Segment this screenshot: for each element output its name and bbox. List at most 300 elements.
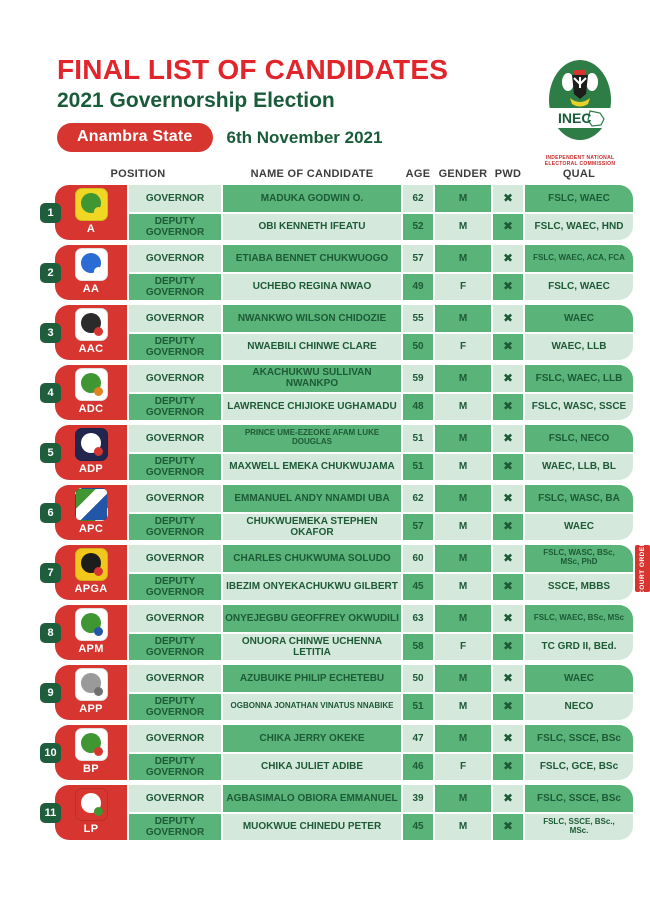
cell-gender [435, 634, 491, 661]
party-rows [129, 305, 633, 360]
cell-name-text: OBI KENNETH IFEATU [258, 221, 366, 233]
party-number-badge: 5 [40, 443, 61, 463]
page-subtitle: 2021 Governorship Election [57, 89, 335, 112]
cell-qual [525, 545, 633, 572]
cell-gender [435, 185, 491, 212]
cell-gender-text: M [458, 252, 468, 264]
party-block [47, 425, 633, 480]
cell-name [223, 694, 401, 721]
party-panel [55, 245, 127, 300]
cell-position [129, 305, 221, 332]
cell-gender-text: M [458, 672, 468, 684]
cell-gender-text: M [458, 432, 468, 444]
cell-position-text: GOVERNOR [145, 312, 205, 324]
party-rows [129, 365, 633, 420]
party-number-badge: 3 [40, 323, 61, 343]
cell-gender [435, 665, 491, 692]
cell-qual [525, 334, 633, 361]
cell-qual [525, 785, 633, 812]
cell-qual [525, 754, 633, 781]
cell-gender [435, 334, 491, 361]
cell-name-text: AKACHUKWU SULLIVAN NWANKPO [252, 367, 372, 390]
cell-pwd-text: ✖ [502, 370, 514, 385]
cell-qual [525, 814, 633, 841]
cell-pwd [493, 514, 523, 541]
party-panel [55, 665, 127, 720]
cell-qual-text: FSLC, WAEC [548, 192, 610, 204]
cell-age-text: 49 [412, 281, 424, 293]
cell-position [129, 785, 221, 812]
cell-age [403, 245, 433, 272]
cell-position [129, 694, 221, 721]
party-number-badge: 6 [40, 503, 61, 523]
cell-position [129, 394, 221, 421]
cell-position-text: DEPUTY GOVERNOR [145, 575, 205, 598]
cell-qual-text: FSLC, SSCE, BSc [537, 732, 621, 744]
cell-age-text: 50 [412, 341, 424, 353]
cell-name [223, 665, 401, 692]
cell-qual [525, 634, 633, 661]
cell-age [403, 185, 433, 212]
cell-name-text: CHIKA JULIET ADIBE [260, 761, 364, 773]
cell-age [403, 394, 433, 421]
party-logo-icon [75, 788, 108, 821]
party-panel [55, 785, 127, 840]
party-logo-accent [94, 327, 103, 336]
cell-position-text: GOVERNOR [145, 792, 205, 804]
column-header-gender: GENDER [438, 168, 488, 180]
cell-pwd [493, 574, 523, 601]
cell-pwd-text: ✖ [502, 819, 514, 834]
party-block [47, 485, 633, 540]
cell-gender [435, 785, 491, 812]
cell-pwd-text: ✖ [502, 279, 514, 294]
party-number-badge: 7 [40, 563, 61, 583]
cell-position-text: DEPUTY GOVERNOR [145, 635, 205, 658]
cell-gender-text: M [458, 792, 468, 804]
cell-age-text: 60 [412, 552, 424, 564]
cell-gender-text: M [458, 521, 468, 533]
cell-pwd [493, 334, 523, 361]
cell-age [403, 454, 433, 481]
cell-pwd-text: ✖ [502, 459, 514, 474]
party-logo-accent [94, 627, 103, 636]
party-number-badge: 9 [40, 683, 61, 703]
cell-qual [525, 574, 633, 601]
cell-age [403, 545, 433, 572]
party-logo-accent [94, 387, 103, 396]
column-header-position: POSITION [110, 168, 166, 180]
cell-gender-text: M [458, 612, 468, 624]
cell-qual-text: FSLC, WASC, BSc, MSc, PhD [543, 548, 615, 567]
cell-qual-text: FSLC, WASC, BA [538, 492, 620, 504]
cell-qual [525, 214, 633, 241]
cell-pwd [493, 305, 523, 332]
cell-qual [525, 454, 633, 481]
cell-name [223, 574, 401, 601]
party-logo-icon [75, 548, 108, 581]
party-logo-icon [75, 188, 108, 221]
cell-name-text: EMMANUEL ANDY NNAMDI UBA [234, 492, 390, 504]
party-panel [55, 725, 127, 780]
party-logo-icon [75, 608, 108, 641]
cell-gender [435, 305, 491, 332]
party-number-badge: 2 [40, 263, 61, 283]
party-number-badge: 4 [40, 383, 61, 403]
cell-name-text: LAWRENCE CHIJIOKE UGHAMADU [227, 401, 397, 413]
cell-position [129, 365, 221, 392]
cell-name-text: MAXWELL EMEKA CHUKWUJAMA [229, 461, 395, 473]
cell-qual-text: WAEC [564, 312, 594, 324]
column-header-qual: QUAL [562, 168, 596, 180]
cell-name [223, 394, 401, 421]
cell-position [129, 634, 221, 661]
cell-gender-text: F [459, 641, 467, 653]
inec-caption-line2: ELECTORAL COMMISSION [544, 161, 616, 167]
cell-name [223, 185, 401, 212]
cell-name [223, 785, 401, 812]
party-block [47, 605, 633, 660]
party-rows [129, 725, 633, 780]
cell-age-text: 51 [412, 461, 424, 473]
cell-name-text: MUOKWUE CHINEDU PETER [242, 821, 382, 833]
cell-qual-text: WAEC, LLB [551, 341, 607, 353]
cell-pwd [493, 725, 523, 752]
cell-pwd-text: ✖ [502, 519, 514, 534]
cell-pwd [493, 605, 523, 632]
cell-name [223, 814, 401, 841]
cell-name [223, 725, 401, 752]
party-abbr: APGA [74, 583, 108, 595]
cell-age [403, 425, 433, 452]
cell-qual-text: FSLC, WAEC, BSc, MSc [533, 612, 625, 622]
cell-gender [435, 814, 491, 841]
cell-qual [525, 425, 633, 452]
cell-age [403, 814, 433, 841]
cell-gender [435, 574, 491, 601]
party-logo-icon [75, 248, 108, 281]
cell-qual-text: NECO [564, 701, 594, 713]
cell-position [129, 185, 221, 212]
document-header [0, 0, 650, 167]
cell-age-text: 57 [412, 521, 424, 533]
cell-qual-text: WAEC [564, 672, 594, 684]
party-abbr: APM [78, 643, 104, 655]
cell-age [403, 634, 433, 661]
cell-age [403, 785, 433, 812]
cell-name [223, 245, 401, 272]
party-panel [55, 485, 127, 540]
cell-position [129, 605, 221, 632]
cell-position [129, 274, 221, 301]
cell-pwd [493, 394, 523, 421]
cell-qual [525, 725, 633, 752]
party-block [47, 541, 646, 600]
party-number-badge: 1 [40, 203, 61, 223]
cell-age-text: 48 [412, 401, 424, 413]
table-body [44, 185, 650, 840]
party-block [44, 725, 633, 780]
party-number-badge: 11 [40, 803, 61, 823]
cell-position [129, 545, 221, 572]
party-rows [129, 245, 633, 300]
cell-pwd [493, 814, 523, 841]
cell-age-text: 45 [412, 581, 424, 593]
column-header-name: NAME OF CANDIDATE [250, 168, 374, 180]
cell-gender [435, 245, 491, 272]
cell-age-text: 45 [412, 821, 424, 833]
cell-age [403, 365, 433, 392]
cell-position-text: GOVERNOR [145, 732, 205, 744]
cell-qual [525, 365, 633, 392]
party-logo-icon [75, 368, 108, 401]
cell-qual [525, 605, 633, 632]
cell-qual [525, 185, 633, 212]
party-logo-accent [94, 807, 103, 816]
cell-gender-text: M [458, 701, 468, 713]
party-rows [129, 605, 633, 660]
cell-age [403, 514, 433, 541]
cell-qual [525, 485, 633, 512]
cell-pwd-text: ✖ [502, 790, 514, 805]
party-logo-icon [75, 728, 108, 761]
cell-position-text: DEPUTY GOVERNOR [145, 515, 205, 538]
party-rows [129, 665, 633, 720]
party-number-badge: 8 [40, 623, 61, 643]
cell-qual [525, 305, 633, 332]
cell-age-text: 63 [412, 612, 424, 624]
cell-age-text: 57 [412, 252, 424, 264]
cell-age-text: 51 [412, 432, 424, 444]
cell-pwd-text: ✖ [502, 579, 514, 594]
party-logo-icon [75, 308, 108, 341]
cell-qual-text: FSLC, WAEC, ACA, FCA [533, 252, 625, 262]
cell-name [223, 305, 401, 332]
party-number-badge: 10 [40, 743, 61, 763]
cell-pwd [493, 545, 523, 572]
cell-pwd-text: ✖ [502, 639, 514, 654]
cell-gender-text: M [458, 821, 468, 833]
cell-age [403, 694, 433, 721]
party-panel [55, 545, 127, 600]
cell-position-text: DEPUTY GOVERNOR [145, 395, 205, 418]
cell-gender-text: M [458, 192, 468, 204]
cell-pwd [493, 694, 523, 721]
cell-pwd-text: ✖ [502, 310, 514, 325]
cell-name-text: UCHEBO REGINA NWAO [252, 281, 372, 293]
cell-qual-text: FSLC, GCE, BSc [539, 761, 619, 773]
party-abbr: AA [82, 283, 100, 295]
cell-name-text: IBEZIM ONYEKACHUKWU GILBERT [226, 581, 398, 593]
party-abbr: BP [83, 763, 99, 775]
court-order-tag: COURT ORDER [635, 545, 650, 592]
cell-qual-text: FSLC, SSCE, BSc., MSc. [543, 816, 615, 835]
cell-position-text: GOVERNOR [145, 252, 205, 264]
party-block [47, 365, 633, 420]
cell-name-text: NWANKWO WILSON CHIDOZIE [237, 312, 387, 324]
cell-name [223, 545, 401, 572]
cell-position-text: GOVERNOR [145, 672, 205, 684]
cell-position [129, 814, 221, 841]
cell-position [129, 665, 221, 692]
cell-pwd [493, 214, 523, 241]
state-badge: Anambra State [57, 123, 213, 152]
cell-position-text: GOVERNOR [145, 552, 205, 564]
cell-age-text: 46 [412, 761, 424, 773]
cell-pwd [493, 274, 523, 301]
cell-position [129, 574, 221, 601]
party-rows [129, 545, 633, 600]
cell-qual-text: FSLC, WASC, SSCE [531, 401, 627, 413]
cell-gender-text: F [459, 281, 467, 293]
party-panel [55, 305, 127, 360]
cell-name [223, 334, 401, 361]
cell-age [403, 274, 433, 301]
party-block [44, 785, 633, 840]
party-logo-accent [94, 747, 103, 756]
cell-pwd-text: ✖ [502, 550, 514, 565]
cell-name [223, 485, 401, 512]
inec-caption-line1: INDEPENDENT NATIONAL [545, 155, 615, 161]
cell-name [223, 214, 401, 241]
cell-gender [435, 514, 491, 541]
cell-name-text: MADUKA GODWIN O. [260, 192, 364, 204]
cell-qual-text: FSLC, WAEC, LLB [535, 372, 623, 384]
cell-name-text: ONUORA CHINWE UCHENNA LETITIA [241, 635, 383, 658]
cell-qual-text: FSLC, SSCE, BSc [537, 792, 621, 804]
party-abbr: AAC [78, 343, 104, 355]
cell-gender [435, 394, 491, 421]
cell-age [403, 725, 433, 752]
cell-position-text: DEPUTY GOVERNOR [145, 335, 205, 358]
cell-position-text: DEPUTY GOVERNOR [145, 275, 205, 298]
cell-pwd-text: ✖ [502, 219, 514, 234]
cell-position [129, 754, 221, 781]
cell-qual-text: SSCE, MBBS [547, 581, 611, 593]
cell-position [129, 334, 221, 361]
cell-age [403, 574, 433, 601]
cell-pwd-text: ✖ [502, 430, 514, 445]
cell-gender [435, 754, 491, 781]
cell-position-text: DEPUTY GOVERNOR [145, 215, 205, 238]
cell-qual-text: FSLC, WAEC, HND [534, 221, 624, 233]
cell-age-text: 62 [412, 492, 424, 504]
cell-name [223, 754, 401, 781]
party-rows [129, 785, 633, 840]
party-logo-icon [75, 428, 108, 461]
cell-age [403, 334, 433, 361]
party-abbr: A [86, 223, 96, 235]
cell-pwd [493, 665, 523, 692]
cell-gender [435, 725, 491, 752]
cell-pwd [493, 185, 523, 212]
page-title: FINAL LIST OF CANDIDATES [57, 54, 449, 85]
cell-qual-text: FSLC, NECO [548, 432, 610, 444]
cell-qual [525, 514, 633, 541]
cell-pwd-text: ✖ [502, 490, 514, 505]
cell-age [403, 605, 433, 632]
cell-position [129, 485, 221, 512]
cell-age-text: 59 [412, 372, 424, 384]
cell-position-text: GOVERNOR [145, 612, 205, 624]
cell-age [403, 665, 433, 692]
party-rows [129, 425, 633, 480]
cell-qual-text: FSLC, WAEC [548, 281, 610, 293]
cell-name [223, 605, 401, 632]
cell-position-text: DEPUTY GOVERNOR [145, 695, 205, 718]
cell-pwd-text: ✖ [502, 759, 514, 774]
cell-age [403, 485, 433, 512]
cell-pwd-text: ✖ [502, 670, 514, 685]
cell-age [403, 754, 433, 781]
cell-position-text: DEPUTY GOVERNOR [145, 455, 205, 478]
cell-gender-text: M [458, 461, 468, 473]
cell-name [223, 514, 401, 541]
cell-name-text: CHARLES CHUKWUMA SOLUDO [233, 552, 391, 564]
cell-gender [435, 365, 491, 392]
cell-gender-text: M [458, 221, 468, 233]
cell-gender-text: M [458, 401, 468, 413]
cell-name-text: NWAEBILI CHINWE CLARE [247, 341, 377, 353]
cell-age [403, 305, 433, 332]
svg-text:INEC: INEC [558, 110, 592, 126]
table-header [55, 168, 633, 180]
cell-name [223, 425, 401, 452]
cell-position-text: GOVERNOR [145, 192, 205, 204]
party-block [47, 245, 633, 300]
cell-gender-text: M [458, 492, 468, 504]
party-logo-accent [94, 267, 103, 276]
cell-pwd-text: ✖ [502, 190, 514, 205]
party-abbr: LP [83, 823, 99, 835]
cell-qual [525, 245, 633, 272]
party-logo-icon [75, 488, 108, 521]
inec-logo [534, 56, 626, 167]
cell-position-text: DEPUTY GOVERNOR [145, 755, 205, 778]
cell-name-text: AGBASIMALO OBIORA EMMANUEL [226, 792, 398, 804]
cell-name-text: CHIKA JERRY OKEKE [259, 732, 365, 744]
cell-gender [435, 605, 491, 632]
cell-age [403, 214, 433, 241]
cell-position-text: GOVERNOR [145, 492, 205, 504]
party-abbr: APP [79, 703, 103, 715]
cell-qual [525, 665, 633, 692]
cell-age-text: 51 [412, 701, 424, 713]
cell-pwd [493, 454, 523, 481]
inec-captions [534, 155, 626, 167]
party-logo-accent [94, 507, 103, 516]
cell-qual [525, 394, 633, 421]
cell-pwd [493, 485, 523, 512]
party-logo-accent [94, 207, 103, 216]
cell-gender-text: M [458, 372, 468, 384]
cell-name-text: OGBONNA JONATHAN VINATUS NNABIKE [230, 701, 394, 711]
cell-name-text: ONYEJEGBU GEOFFREY OKWUDILI [225, 612, 399, 624]
party-abbr: ADC [78, 403, 104, 415]
party-block [47, 305, 633, 360]
cell-pwd-text: ✖ [502, 610, 514, 625]
election-date: 6th November 2021 [226, 127, 383, 147]
cell-pwd-text: ✖ [502, 250, 514, 265]
cell-name-text: ETIABA BENNET CHUKWUOGO [235, 252, 389, 264]
cell-pwd-text: ✖ [502, 399, 514, 414]
cell-qual [525, 274, 633, 301]
cell-pwd [493, 785, 523, 812]
cell-age-text: 47 [412, 732, 424, 744]
cell-qual-text: WAEC [564, 521, 594, 533]
party-block [47, 185, 633, 240]
cell-age-text: 39 [412, 792, 424, 804]
